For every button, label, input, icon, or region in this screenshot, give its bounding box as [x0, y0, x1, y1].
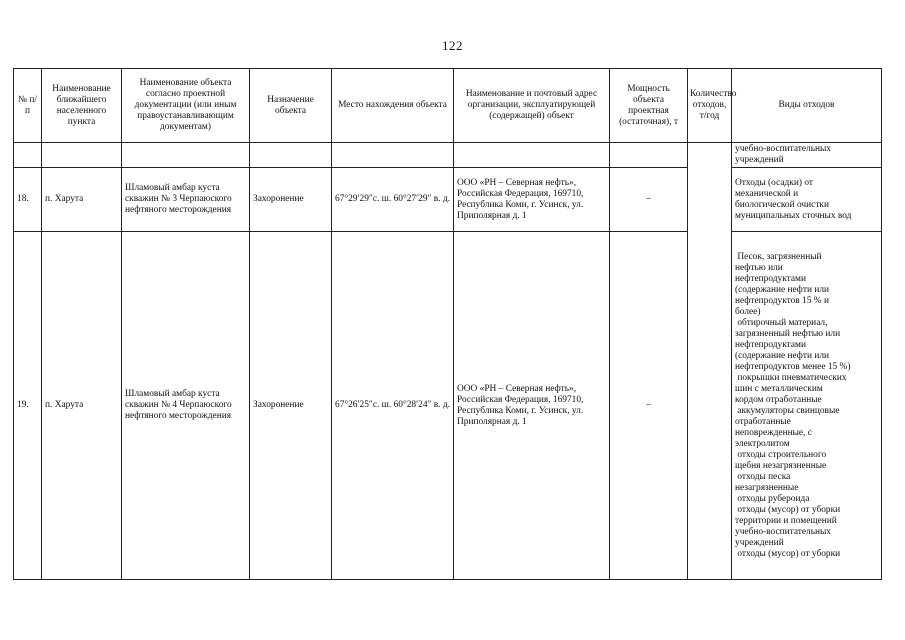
waste-line: нефтепродуктами	[735, 273, 806, 284]
cell-quantity-merged	[688, 143, 732, 580]
cell-capacity: –	[610, 232, 688, 580]
waste-line: нефтью или	[735, 262, 783, 273]
cell-num: 18.	[14, 168, 42, 232]
waste-line: электролитом	[735, 438, 790, 449]
table-row	[14, 168, 882, 232]
waste-line: кордом отработанные	[735, 394, 822, 405]
waste-line: отработанные	[735, 416, 791, 427]
cell-empty	[332, 143, 454, 168]
cell-object-name: Шламовый амбар куста скважин № 3 Черпаюского нефтяного месторождения	[122, 168, 250, 232]
cell-operator: ООО «РН – Северная нефть», Российская Федерация, 169710, Республика Коми, г. Усинск, ул. Приполярная д. 1	[454, 168, 610, 232]
waste-line: учреждений	[735, 537, 784, 548]
waste-line: биологической очистки	[735, 199, 829, 210]
waste-line: отходы (мусор) от уборки	[735, 548, 841, 559]
waste-line: муниципальных сточных вод	[735, 210, 852, 221]
waste-line: покрышки пневматических	[735, 372, 847, 383]
header-waste-types: Виды отходов	[732, 69, 882, 143]
table-row	[14, 232, 882, 580]
cell-empty	[42, 143, 122, 168]
waste-line: отходы песка	[735, 471, 791, 482]
header-object-name: Наименование объекта согласно проектной документации (или иным правоустанавливающим документам)	[122, 69, 250, 143]
cell-num: 19.	[14, 232, 42, 580]
cell-empty	[14, 143, 42, 168]
waste-line: Отходы (осадки) от	[735, 177, 813, 188]
cell-waste-continuation	[732, 143, 882, 168]
cell-empty	[454, 143, 610, 168]
waste-line: учебно-воспитательных	[735, 144, 831, 154]
header-purpose: Назначение объекта	[250, 69, 332, 143]
cell-purpose: Захоронение	[250, 232, 332, 580]
cell-purpose: Захоронение	[250, 168, 332, 232]
page-number: 122	[442, 38, 463, 53]
cell-empty	[610, 143, 688, 168]
header-operator: Наименование и почтовый адрес организации, эксплуатирующей (содержащей) объект	[454, 69, 610, 143]
waste-line: (содержание нефти или	[735, 284, 830, 295]
cell-capacity: –	[610, 168, 688, 232]
cell-object-name: Шламовый амбар куста скважин № 4 Черпаюского нефтяного месторождения	[122, 232, 250, 580]
header-location: Место нахождения объекта	[332, 69, 454, 143]
waste-line: шин с металлическим	[735, 383, 823, 394]
waste-line: отходы (мусор) от уборки	[735, 504, 841, 515]
cell-operator: ООО «РН – Северная нефть», Российская Федерация, 169710, Республика Коми, г. Усинск, ул. Приполярная д. 1	[454, 232, 610, 580]
waste-line: нефтепродуктами	[735, 339, 806, 350]
waste-line: механической и	[735, 188, 799, 199]
waste-line: (содержание нефти или	[735, 350, 830, 361]
cell-settlement: п. Харута	[42, 232, 122, 580]
waste-line: щебня незагрязненные	[735, 460, 827, 471]
waste-line: Песок, загрязненный	[735, 251, 822, 262]
header-quantity: Количество отходов, т/год	[688, 69, 732, 143]
waste-objects-table	[13, 68, 882, 580]
header-settlement: Наименование ближайшего населенного пункта	[42, 69, 122, 143]
cell-location: 67°29′29″с. ш. 60°27′29″ в. д.	[332, 168, 454, 232]
waste-line: отходы рубероида	[735, 493, 810, 504]
waste-line: отходы строительного	[735, 449, 827, 460]
waste-line: более)	[735, 306, 761, 317]
waste-line: неповрежденные, с	[735, 427, 812, 438]
waste-line: нефтепродуктов 15 % и	[735, 295, 829, 306]
waste-line: аккумуляторы свинцовые	[735, 405, 840, 416]
waste-line: обтирочный материал,	[735, 317, 828, 328]
waste-line: учреждений	[735, 155, 784, 165]
waste-line: территории и помещений	[735, 515, 837, 526]
waste-line: учебно-воспитательных	[735, 526, 831, 537]
cell-waste-types	[732, 168, 882, 232]
cell-settlement: п. Харута	[42, 168, 122, 232]
cell-waste-types	[732, 232, 882, 580]
header-row	[14, 69, 882, 143]
header-capacity: Мощность объекта проектная (остаточная), т	[610, 69, 688, 143]
header-num: № п/п	[14, 69, 42, 143]
cell-empty	[250, 143, 332, 168]
cell-empty	[122, 143, 250, 168]
cell-location: 67°26′25″с. ш. 60°28′24″ в. д.	[332, 232, 454, 580]
waste-line: загрязненный нефтью или	[735, 328, 841, 339]
waste-line: незагрязненные	[735, 482, 799, 493]
table-row-continuation	[14, 143, 882, 168]
waste-line: нефтепродуктов менее 15 %)	[735, 361, 851, 372]
